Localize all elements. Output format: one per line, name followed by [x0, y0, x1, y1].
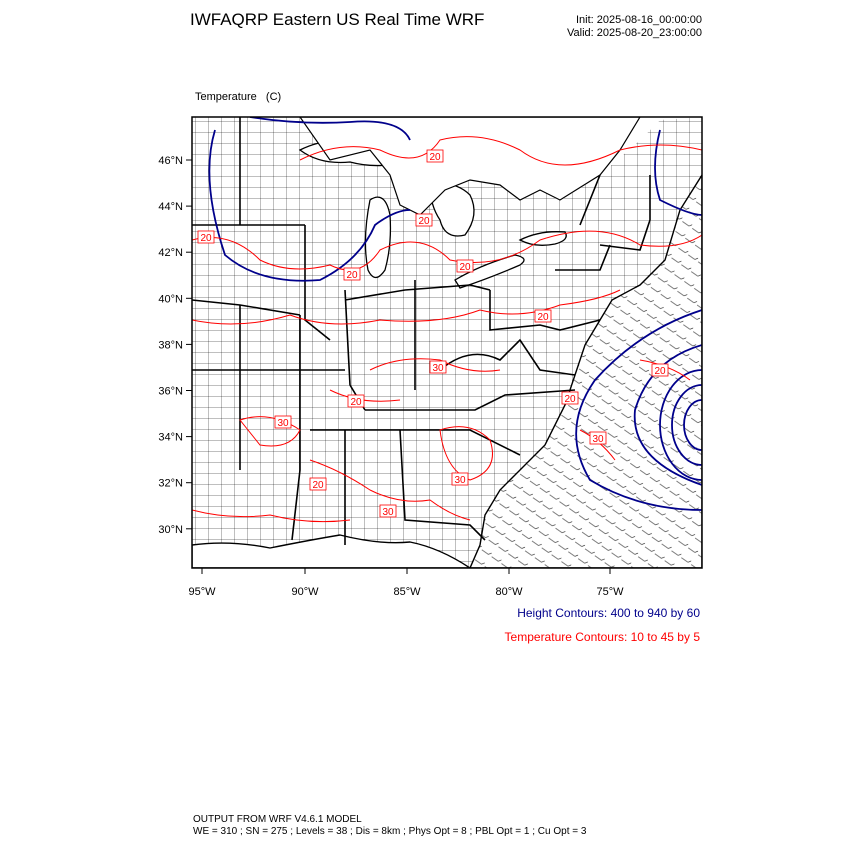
- model-info: [193, 814, 586, 838]
- temperature-contour-label: 20: [459, 262, 471, 273]
- temperature-contours-note: Temperature Contours: 10 to 45 by 5: [504, 630, 700, 644]
- temperature-contour-label: 30: [277, 418, 289, 429]
- lon-tick-label: 90°W: [291, 586, 319, 598]
- model-config: WE = 310 ; SN = 275 ; Levels = 38 ; Dis = 8km ; Phys Opt = 8 ; PBL Opt = 1 ; Cu Opt = 3: [193, 826, 587, 837]
- field-temperature: Temperature (C): [195, 91, 282, 103]
- temperature-contour-label: 20: [537, 312, 549, 323]
- height-contours-note: Height Contours: 400 to 940 by 60: [517, 606, 700, 620]
- temperature-contour-label: 20: [312, 480, 324, 491]
- temperature-contour-label: 20: [654, 366, 666, 377]
- temperature-contour-label: 20: [350, 397, 362, 408]
- lon-tick-label: 75°W: [596, 586, 624, 598]
- temperature-contour-label: 20: [200, 233, 212, 244]
- temperature-contour-label: 30: [382, 507, 394, 518]
- lon-tick-label: 80°W: [495, 586, 523, 598]
- temperature-contour-label: 20: [429, 152, 441, 163]
- init-time: Init: 2025-08-16_00:00:00: [576, 14, 702, 26]
- model-version: OUTPUT FROM WRF V4.6.1 MODEL: [193, 814, 362, 825]
- temperature-contour-label: 30: [432, 363, 444, 374]
- temperature-contour-label: 20: [564, 394, 576, 405]
- lon-tick-label: 95°W: [188, 586, 216, 598]
- lat-tick-label: 32°N: [158, 477, 183, 490]
- map-body: [192, 117, 744, 568]
- longitude-axis: [188, 568, 624, 598]
- lat-tick-label: 38°N: [158, 339, 183, 352]
- lat-tick-label: 42°N: [158, 247, 183, 260]
- temperature-contour-label: 30: [454, 475, 466, 486]
- valid-time: Valid: 2025-08-20_23:00:00: [567, 27, 702, 39]
- lat-tick-label: 46°N: [158, 155, 183, 167]
- latitude-axis: [158, 155, 192, 536]
- lat-tick-label: 36°N: [158, 385, 183, 398]
- lat-tick-label: 40°N: [158, 293, 183, 306]
- lat-tick-label: 44°N: [158, 201, 183, 214]
- temperature-contour-label: 30: [592, 434, 604, 445]
- lon-tick-label: 85°W: [393, 586, 421, 598]
- temperature-contour-label: 20: [346, 270, 358, 281]
- lat-tick-label: 30°N: [158, 523, 183, 536]
- map-title: IWFAQRP Eastern US Real Time WRF: [190, 10, 485, 29]
- temperature-contour-label: 20: [418, 216, 430, 227]
- lat-tick-label: 34°N: [158, 431, 183, 444]
